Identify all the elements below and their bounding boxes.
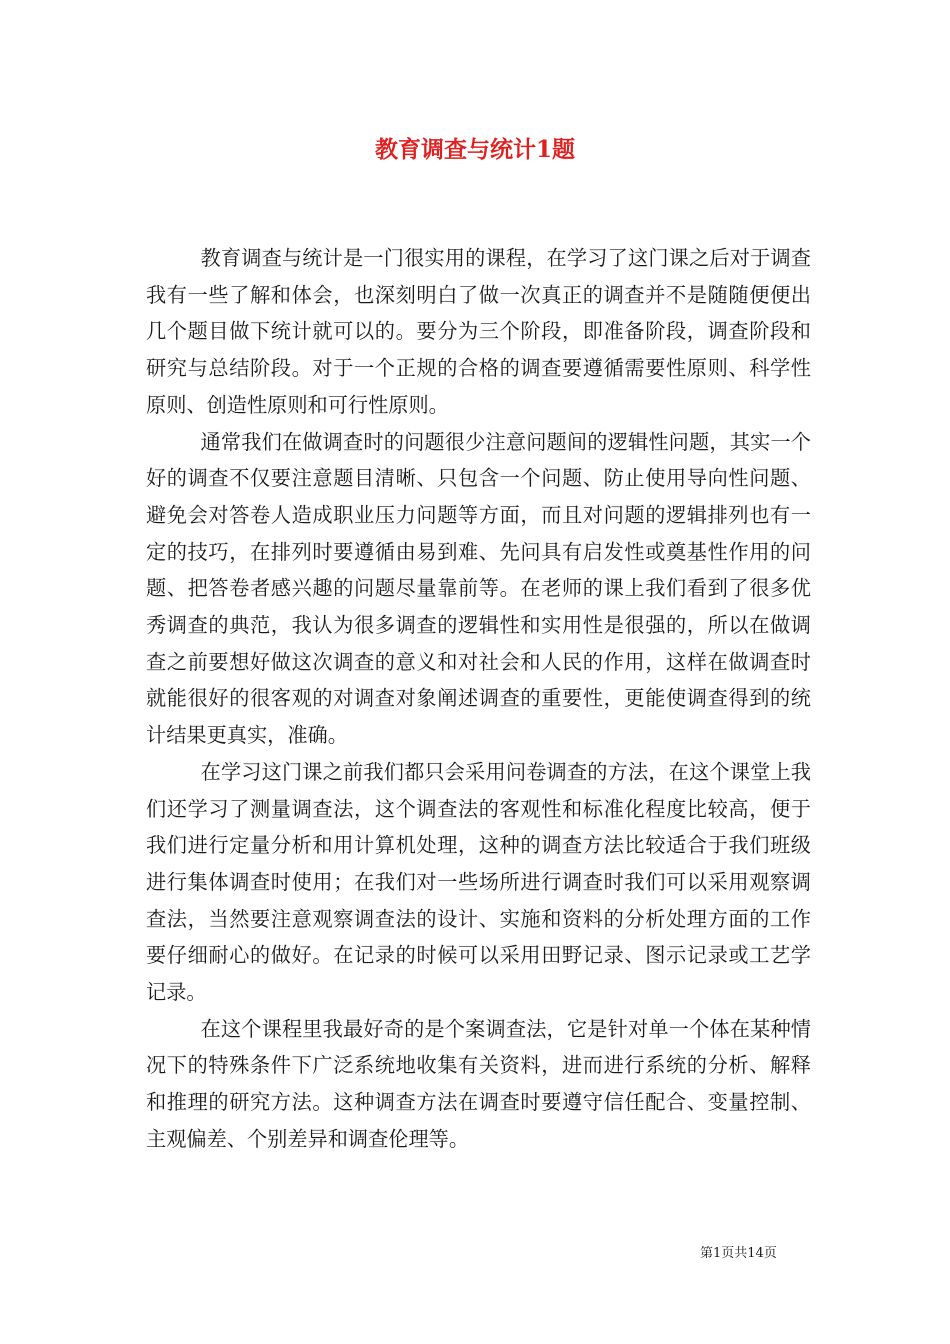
paragraph-3: 在学习这门课之前我们都只会采用问卷调查的方法，在这个课堂上我们还学习了测量调查法，这个调查法的客观性和标准化程度比较高，便于我们进行定量分析和用计算机处理，这种的调查方法比较适合于我们班级进行集体调查时使用；在我们对一些场所进行调查时我们可以采用观察调查法，当然要注意观察调查法的设计、实施和资料的分析处理方面的工作要仔细耐心的做好。在记录的时候可以采用田野记录、图示记录或工艺学记录。 [146,759,811,1005]
paragraph-2: 通常我们在做调查时的问题很少注意问题间的逻辑性问题，其实一个好的调查不仅要注意题目清晰、只包含一个问题、防止使用导向性问题、避免会对答卷人造成职业压力问题等方面，而且对问题的逻辑排列也有一定的技巧，在排列时要遵循由易到难、先问具有启发性或奠基性作用的问题、把答卷者感兴趣的问题尽量靠前等。在老师的课上我们看到了很多优秀调查的典范，我认为很多调查的逻辑性和实用性是很强的，所以在做调查之前要想好做这次调查的意义和对社会和人民的作用，这样在做调查时就能很好的很客观的对调查对象阐述调查的重要性，更能使调查得到的统计结果更真实，准确。 [146,429,811,748]
page-number-footer: 第1页共14页 [700,1246,777,1261]
document-body [146,240,811,1158]
paragraph-1: 教育调查与统计是一门很实用的课程，在学习了这门课之后对于调查我有一些了解和体会，也深刻明白了做一次真正的调查并不是随随便便出几个题目做下统计就可以的。要分为三个阶段，即准备阶段，调查阶段和研究与总结阶段。对于一个正规的合格的调查要遵循需要性原则、科学性原则、创造性原则和可行性原则。 [146,246,811,417]
paragraph-4: 在这个课程里我最好奇的是个案调查法，它是针对单一个体在某种情况下的特殊条件下广泛系统地收集有关资料，进而进行系统的分析、解释和推理的研究方法。这种调查方法在调查时要遵守信任配合、变量控制、主观偏差、个别差异和调查伦理等。 [146,1016,811,1151]
document-title: 教育调查与统计1题 [374,136,575,163]
